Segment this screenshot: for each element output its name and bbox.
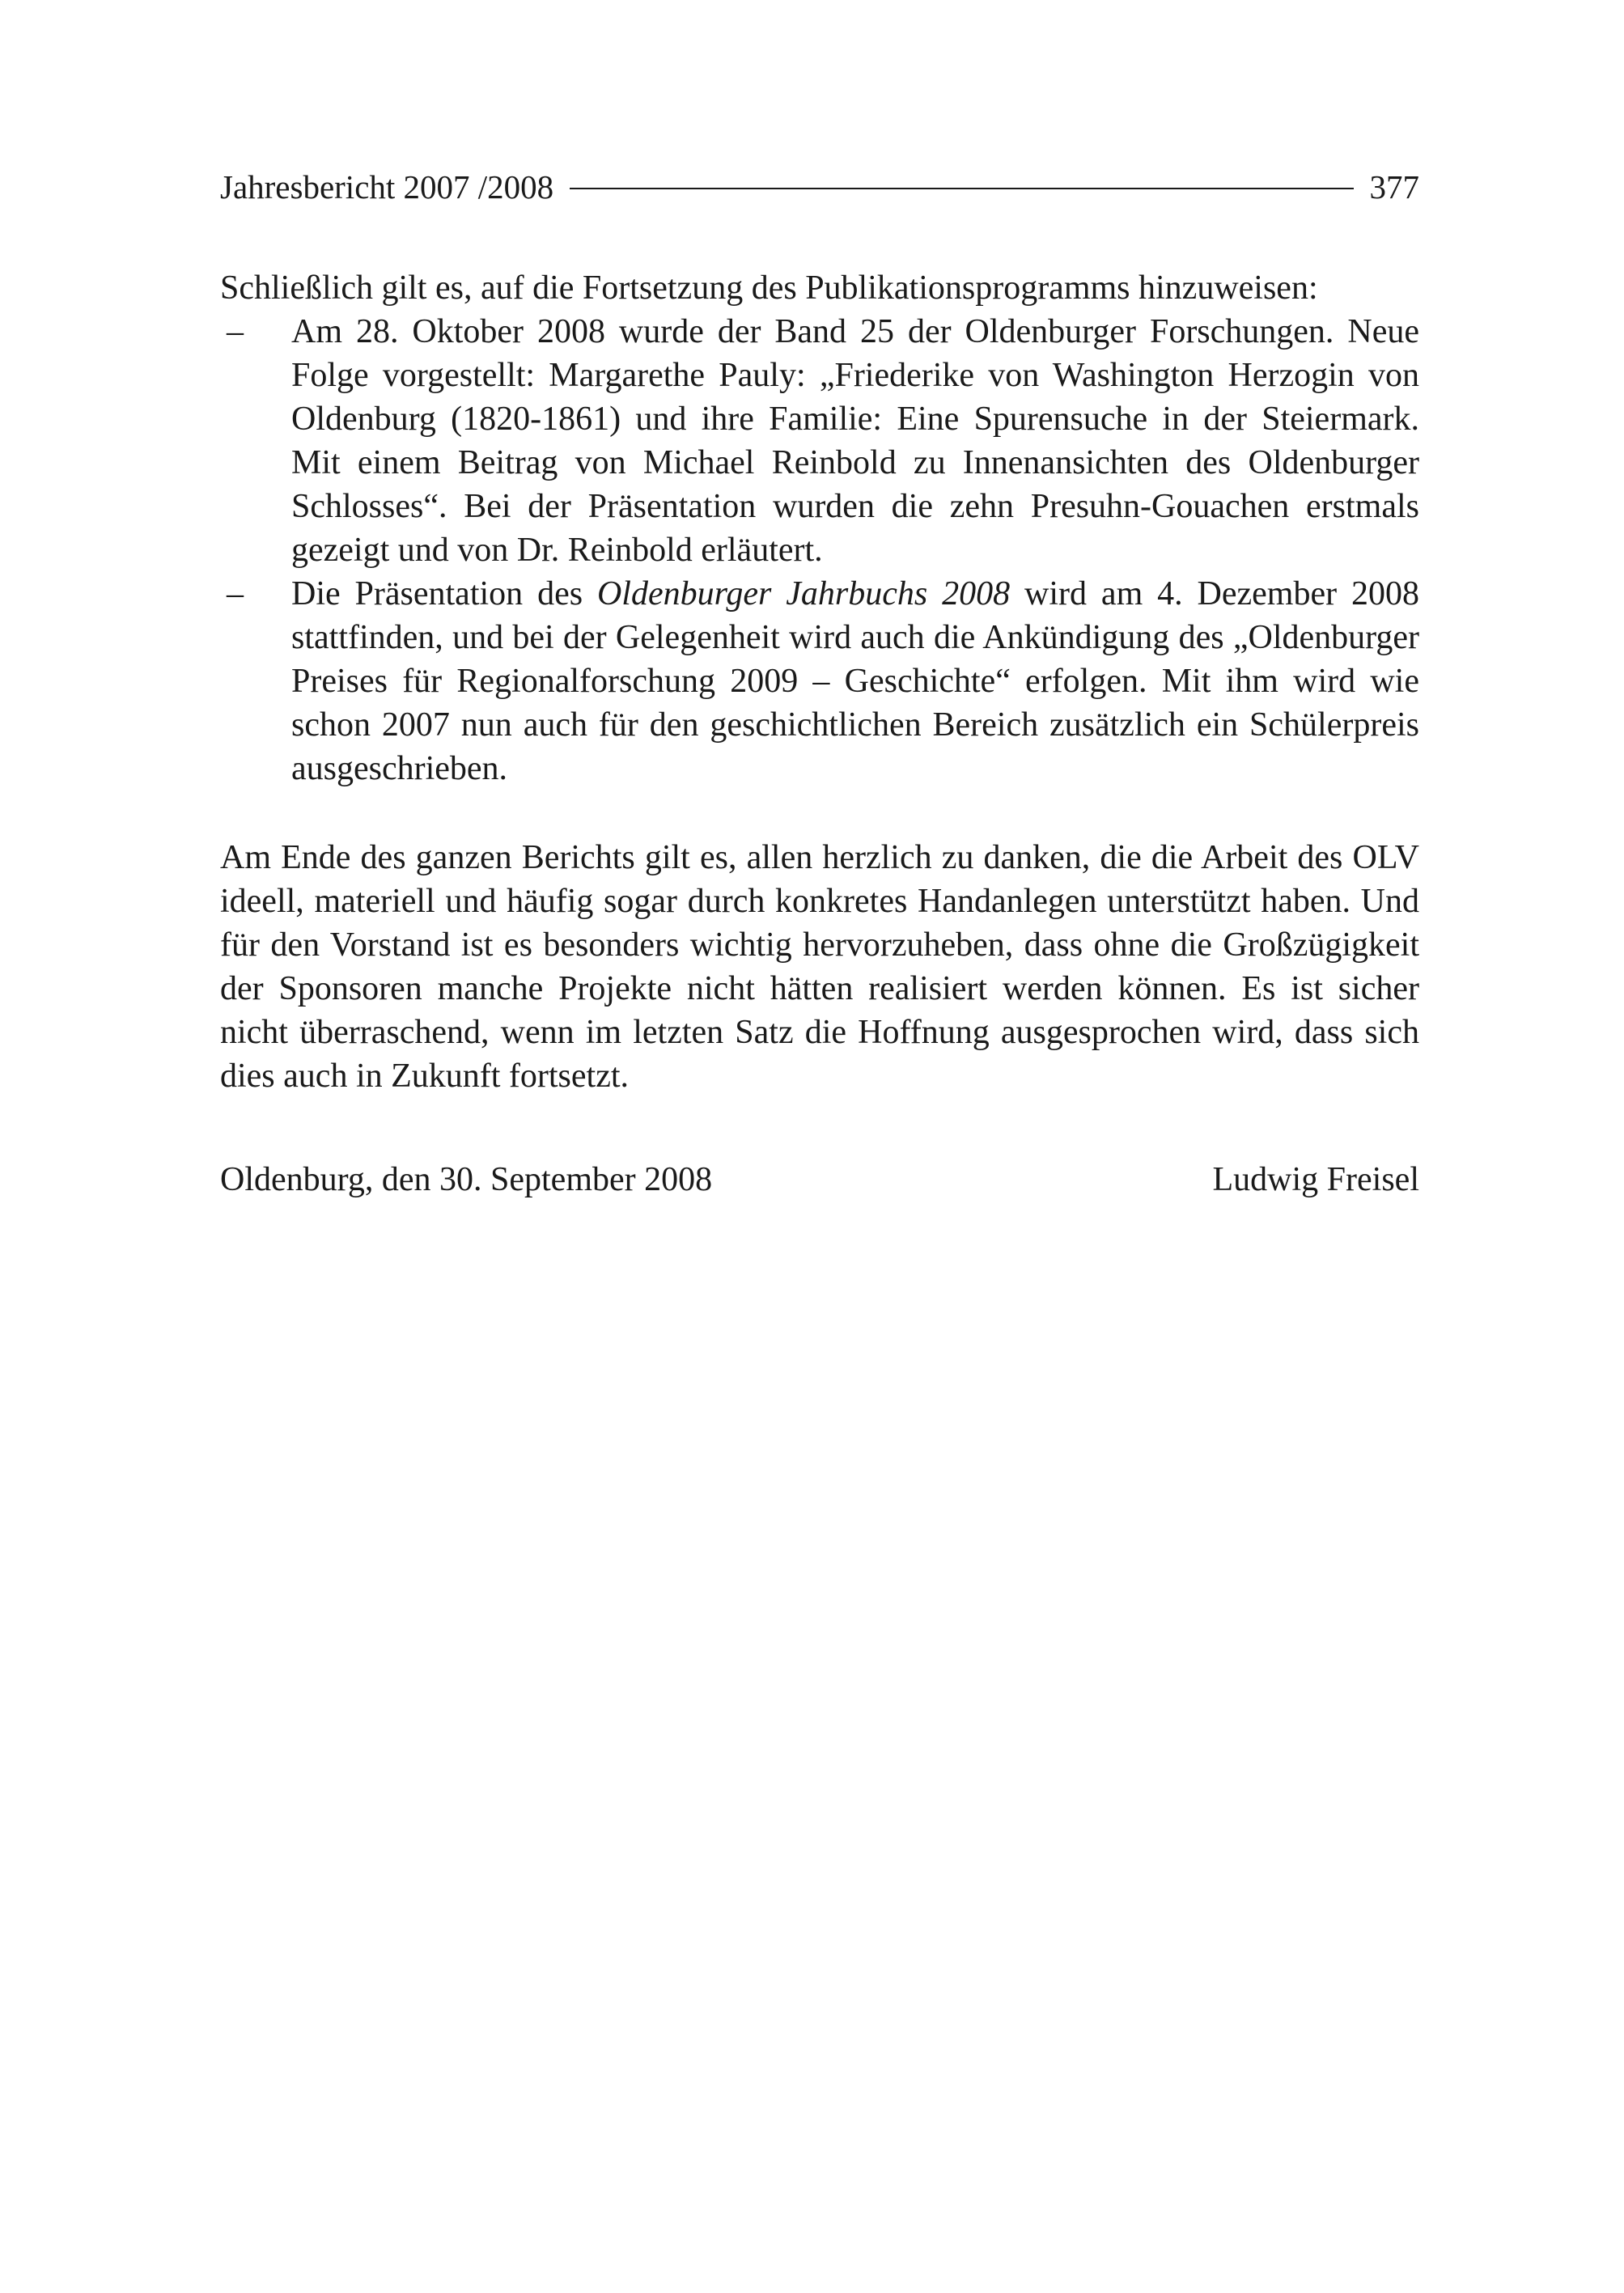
jahrbuch-title: Oldenburger Jahrbuchs 2008 xyxy=(596,575,1011,612)
list-dash: – xyxy=(227,575,244,612)
page-number: 377 xyxy=(1369,168,1419,206)
list-item xyxy=(220,310,1419,572)
list-item-text-after: wird am 4. Dezember 2008 stattfinden, und bei der Gelegenheit wird auch die Ankündigung des „Oldenburger Preises für Regionalforschung 2009 – Geschichte“ erfolgen. Mit ihm wird wie schon 2007 nun auch für den geschichtlichen Bereich zusätzlich ein Schülerpreis ausgeschrieben. xyxy=(291,575,1419,787)
running-head xyxy=(220,166,1419,208)
list-item-text: Am 28. Oktober 2008 wurde der Band 25 der Oldenburger Forschungen. Neue Folge vorgestellt: Margarethe Pauly: „Friederike von Washington Herzogin von Oldenburg (1820-1861) und ihre Familie: Eine Spurensuche in der Steiermark. Mit einem Beitrag von Michael Reinbold zu Innenansichten des Oldenburger Schlosses“. Bei der Präsentation wurden die zehn Presuhn-Gouachen erstmals gezeigt und von Dr. Reinbold erläutert. xyxy=(291,313,1419,569)
publication-list xyxy=(220,310,1419,790)
signature-line xyxy=(220,1158,1419,1202)
closing-paragraph: Am Ende des ganzen Berichts gilt es, allen herzlich zu danken, die die Arbeit des OLV ideell, materiell und häufig sogar durch konkretes Handanlegen unterstützt haben. Und für den Vorstand ist es besonders wichtig hervorzuheben, dass ohne die Großzügigkeit der Sponsoren manche Projekte nicht hätten realisiert werden können. Es ist sicher nicht überraschend, wenn im letzten Satz die Hoffnung ausgesprochen wird, dass sich dies auch in Zukunft fortsetzt. xyxy=(220,839,1419,1095)
list-dash: – xyxy=(227,313,244,350)
running-head-rule xyxy=(570,188,1353,189)
author-name: Ludwig Freisel xyxy=(1212,1161,1419,1198)
running-head-title: Jahresbericht 2007 /2008 xyxy=(220,168,554,206)
document-page xyxy=(220,166,1419,1202)
intro-paragraph: Schließlich gilt es, auf die Fortsetzung des Publikationsprogramms hinzuweisen: xyxy=(220,269,1318,307)
list-item-text-before: Die Präsentation des xyxy=(291,575,597,612)
body-text xyxy=(220,266,1419,1202)
list-item xyxy=(220,572,1419,790)
place-date: Oldenburg, den 30. September 2008 xyxy=(220,1161,713,1198)
